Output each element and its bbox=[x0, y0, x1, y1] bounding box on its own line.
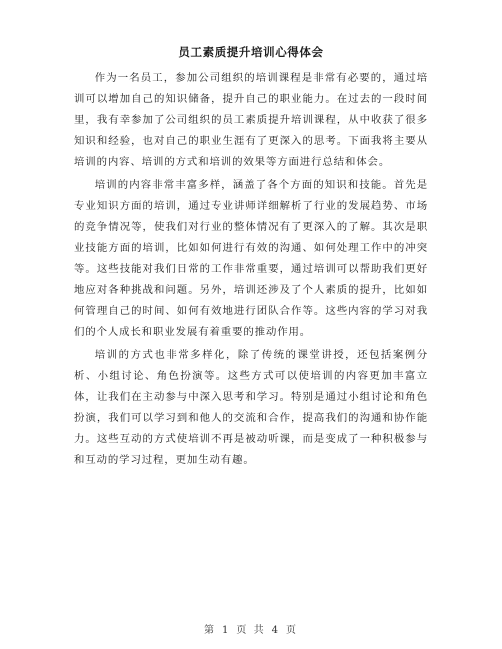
page-label-suffix: 页 bbox=[285, 625, 298, 636]
paragraph-intro: 作为一名员工，参加公司组织的培训课程是非常有必要的，通过培训可以增加自己的知识储备，提升自己的职业能力。在过去的一段时间里，我有幸参加了公司组织的员工素质提升培训课程，从中收获了很多知识和经验，也对自己的职业生涯有了更深入的思考。下面我将主要从培训的内容、培训的方式和培训的效果等方面进行总结和体会。 bbox=[74, 72, 428, 168]
page-label-mid: 页 共 bbox=[236, 625, 266, 636]
current-page-number: 1 bbox=[222, 625, 231, 636]
paragraph-training-methods: 培训的方式也非常多样化，除了传统的课堂讲授，还包括案例分析、小组讨论、角色扮演等。这些方式可以使培训的内容更加丰富立体，让我们在主动参与中深入思考和学习。特别是通过小组讨论和角色扮演，我们可以学习到和他人的交流和合作，提高我们的沟通和协作能力。这些互动的方式使培训不再是被动听课，而是变成了一种积极参与和互动的学习过程，更加生动有趣。 bbox=[74, 349, 428, 466]
paragraph-training-content: 培训的内容非常丰富多样，涵盖了各个方面的知识和技能。首先是专业知识方面的培训，通过专业讲师详细解析了行业的发展趋势、市场的竞争情况等，使我们对行业的整体情况有了更深入的了解。其次是职业技能方面的培训，比如如何进行有效的沟通、如何处理工作中的冲突等。这些技能对我们日常的工作非常重要，通过培训可以帮助我们更好地应对各种挑战和问题。另外，培训还涉及了个人素质的提升，比如如何管理自己的时间、如何有效地进行团队合作等。这些内容的学习对我们的个人成长和职业发展有着重要的推动作用。 bbox=[74, 179, 428, 338]
page-label-prefix: 第 bbox=[204, 625, 217, 636]
total-pages-number: 4 bbox=[271, 625, 280, 636]
document-title: 员工素质提升培训心得体会 bbox=[178, 45, 324, 59]
page-footer bbox=[0, 621, 502, 636]
